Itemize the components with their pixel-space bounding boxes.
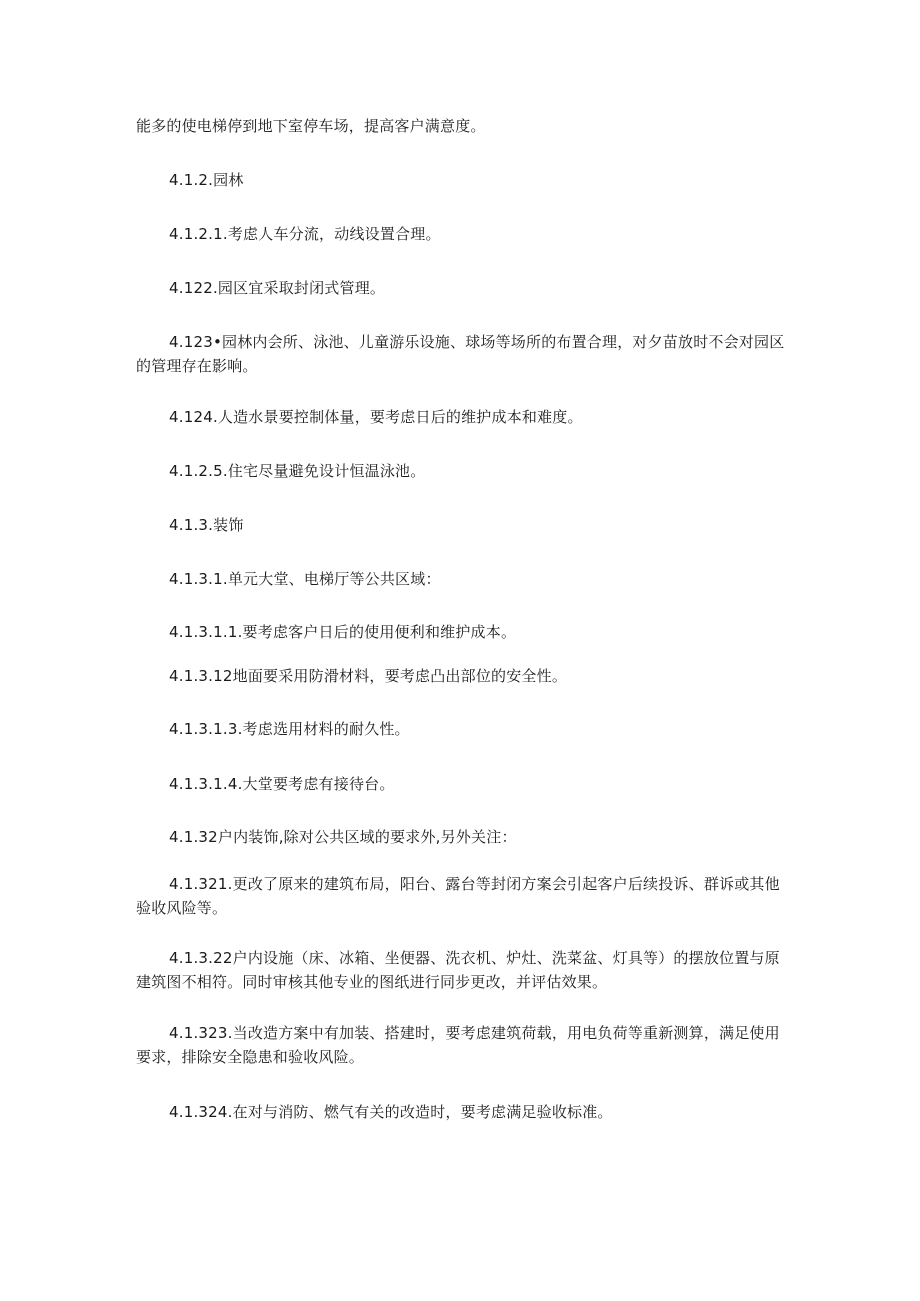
paragraph-4-1-3-2-1: 4.1.321.更改了原来的建筑布局，阳台、露台等封闭方案会引起客户后续投诉、群诉或其他验收风险等。 bbox=[136, 875, 780, 917]
paragraph-4-1-3-1-3: 4.1.3.1.3.考虑选用材料的耐久性。 bbox=[169, 720, 410, 738]
paragraph-4-1-2-1: 4.1.2.1.考虑人车分流，动线设置合理。 bbox=[169, 225, 441, 243]
paragraph-4-1-2-5: 4.1.2.5.住宅尽量避免设计恒温泳池。 bbox=[169, 462, 426, 480]
paragraph-4-1-3-1: 4.1.3.1.单元大堂、电梯厅等公共区域： bbox=[169, 570, 441, 588]
paragraph-4-1-3-2-2: 4.1.3.22户内设施（床、冰箱、坐便器、洗衣机、炉灶、洗菜盆、灯具等）的摆放位置与原建筑图不相符。同时审核其他专业的图纸进行同步更改，并评估效果。 bbox=[136, 949, 780, 991]
paragraph-4-1-2-3: 4.123•园林内会所、泳池、儿童游乐设施、球场等场所的布置合理，对夕苗放时不会对园区的管理存在影响。 bbox=[136, 333, 785, 375]
heading-4-1-3: 4.1.3.装饰 bbox=[169, 516, 244, 534]
heading-4-1-2: 4.1.2.园林 bbox=[169, 171, 244, 189]
paragraph-4-1-3-1-4: 4.1.3.1.4.大堂要考虑有接待台。 bbox=[169, 775, 395, 793]
paragraph-4-1-3-2-4: 4.1.324.在对与消防、燃气有关的改造时，要考虑满足验收标准。 bbox=[169, 1103, 613, 1121]
paragraph-4-1-3-1-1: 4.1.3.1.1.要考虑客户日后的使用便利和维护成本。 bbox=[169, 623, 517, 641]
paragraph-4-1-2-2: 4.122.园区宜采取封闭式管理。 bbox=[169, 279, 386, 297]
paragraph-4-1-2-4: 4.124.人造水景要控制体量，要考虑日后的维护成本和难度。 bbox=[169, 408, 583, 426]
paragraph-continuation: 能多的使电梯停到地下室停车场，提高客户满意度。 bbox=[136, 117, 486, 135]
paragraph-4-1-3-2-3: 4.1.323.当改造方案中有加装、搭建时，要考虑建筑荷载，用电负荷等重新测算，满足使用要求，排除安全隐患和验收风险。 bbox=[136, 1024, 780, 1066]
paragraph-4-1-3-1-2: 4.1.3.12地面要采用防滑材料，要考虑凸出部位的安全性。 bbox=[169, 667, 568, 685]
paragraph-4-1-3-2: 4.1.32户内装饰,除对公共区域的要求外,另外关注： bbox=[169, 828, 517, 846]
